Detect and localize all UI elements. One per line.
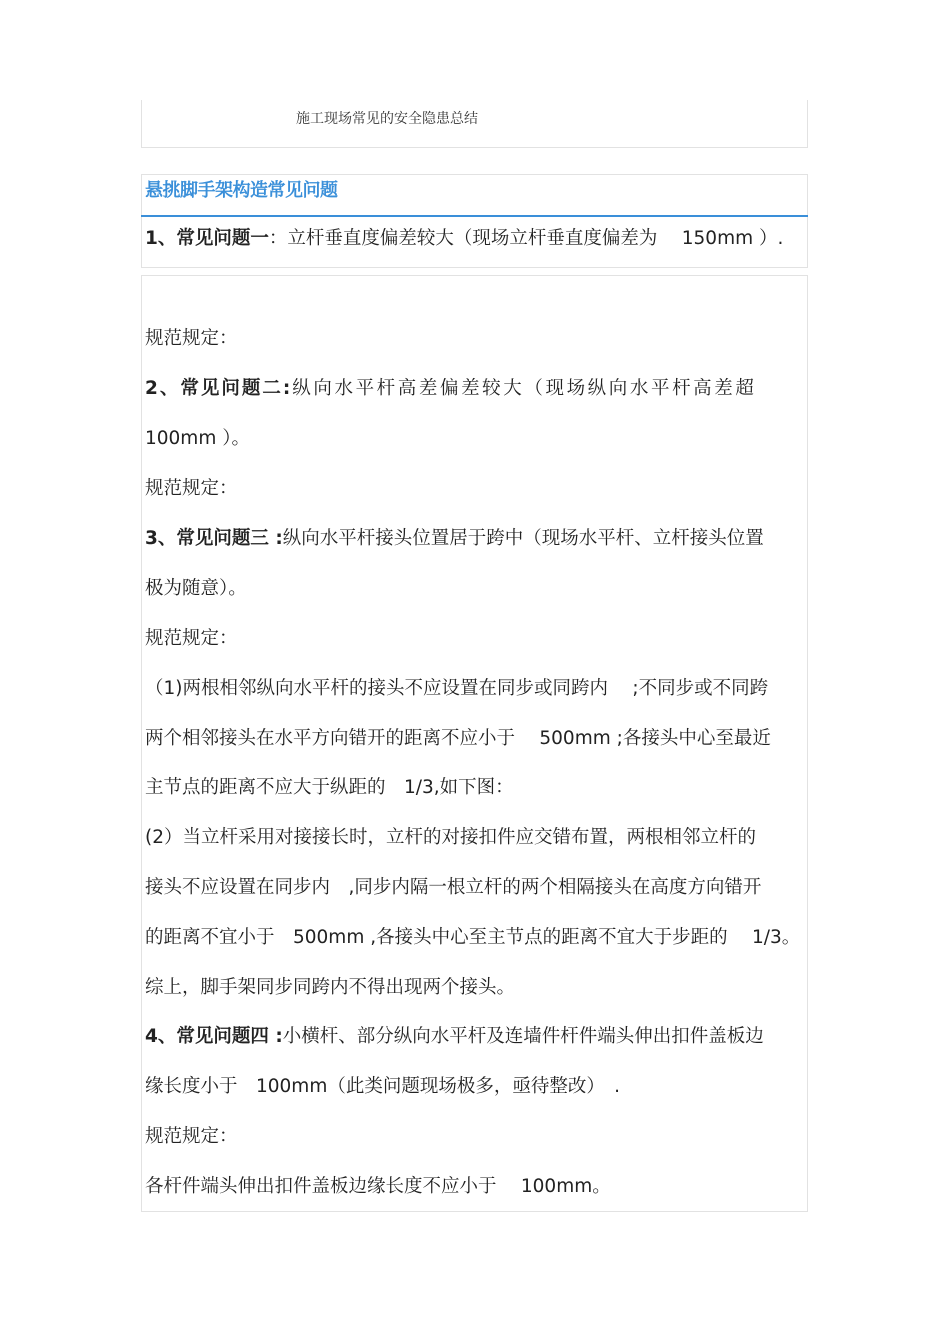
problem-2	[145, 377, 756, 401]
summary: 综上，脚手架同步同跨内不得出现两个接头。	[145, 977, 516, 998]
problem-4-label: 4、常见问题四 :	[145, 1026, 283, 1047]
rule-1-line-3: 主节点的距离不应大于纵距的 1/3,如下图：	[145, 777, 514, 798]
problem-1	[145, 227, 783, 251]
document-title: 施工现场常见的安全隐患总结	[296, 111, 478, 127]
problem-1-label: 1、常见问题一	[145, 228, 269, 249]
rule-1-line-2: 两个相邻接头在水平方向错开的距离不应小于 500mm ;各接头中心至最近	[145, 728, 771, 749]
rule-2-line-2: 接头不应设置在同步内 ,同步内隔一根立杆的两个相隔接头在高度方向错开	[145, 877, 762, 898]
problem-3-text: 纵向水平杆接头位置居于跨中（现场水平杆、立杆接头位置	[282, 528, 764, 549]
problem-3	[145, 527, 764, 551]
rule-1-line-1: （1)两根相邻纵向水平杆的接头不应设置在同步或同跨内 ;不同步或不同跨	[145, 678, 769, 699]
problem-2-label: 2、常见问题二:	[145, 378, 293, 399]
section-heading: 悬挑脚手架构造常见问题	[145, 180, 338, 201]
rule-2-line-1: (2）当立杆采用对接接长时，立杆的对接扣件应交错布置，两根相邻立杆的	[145, 827, 756, 848]
guide-2: 规范规定：	[145, 478, 238, 499]
problem-3-continued: 极为随意）。	[145, 578, 247, 599]
heading-divider	[141, 215, 808, 217]
guide-1: 规范规定：	[145, 328, 238, 349]
problem-2-continued: 100mm ）。	[145, 428, 250, 449]
problem-3-label: 3、常见问题三 :	[145, 528, 283, 549]
rule-2-line-3: 的距离不宜小于 500mm ,各接头中心至主节点的距离不宜大于步距的 1/3。	[145, 927, 801, 948]
problem-4-continued: 缘长度小于 100mm（此类问题现场极多，亟待整改） .	[145, 1076, 620, 1097]
guide-3: 规范规定：	[145, 628, 238, 649]
problem-4	[145, 1025, 764, 1049]
problem-1-text: ：立杆垂直度偏差较大（现场立杆垂直度偏差为 150mm ）.	[268, 228, 784, 249]
problem-4-text: 小横杆、部分纵向水平杆及连墙件杆件端头伸出扣件盖板边	[282, 1026, 764, 1047]
problem-2-text: 纵向水平杆高差偏差较大（现场纵向水平杆高差超	[292, 378, 757, 399]
guide-4: 规范规定：	[145, 1126, 238, 1147]
final-rule: 各杆件端头伸出扣件盖板边缘长度不应小于 100mm。	[145, 1176, 611, 1197]
